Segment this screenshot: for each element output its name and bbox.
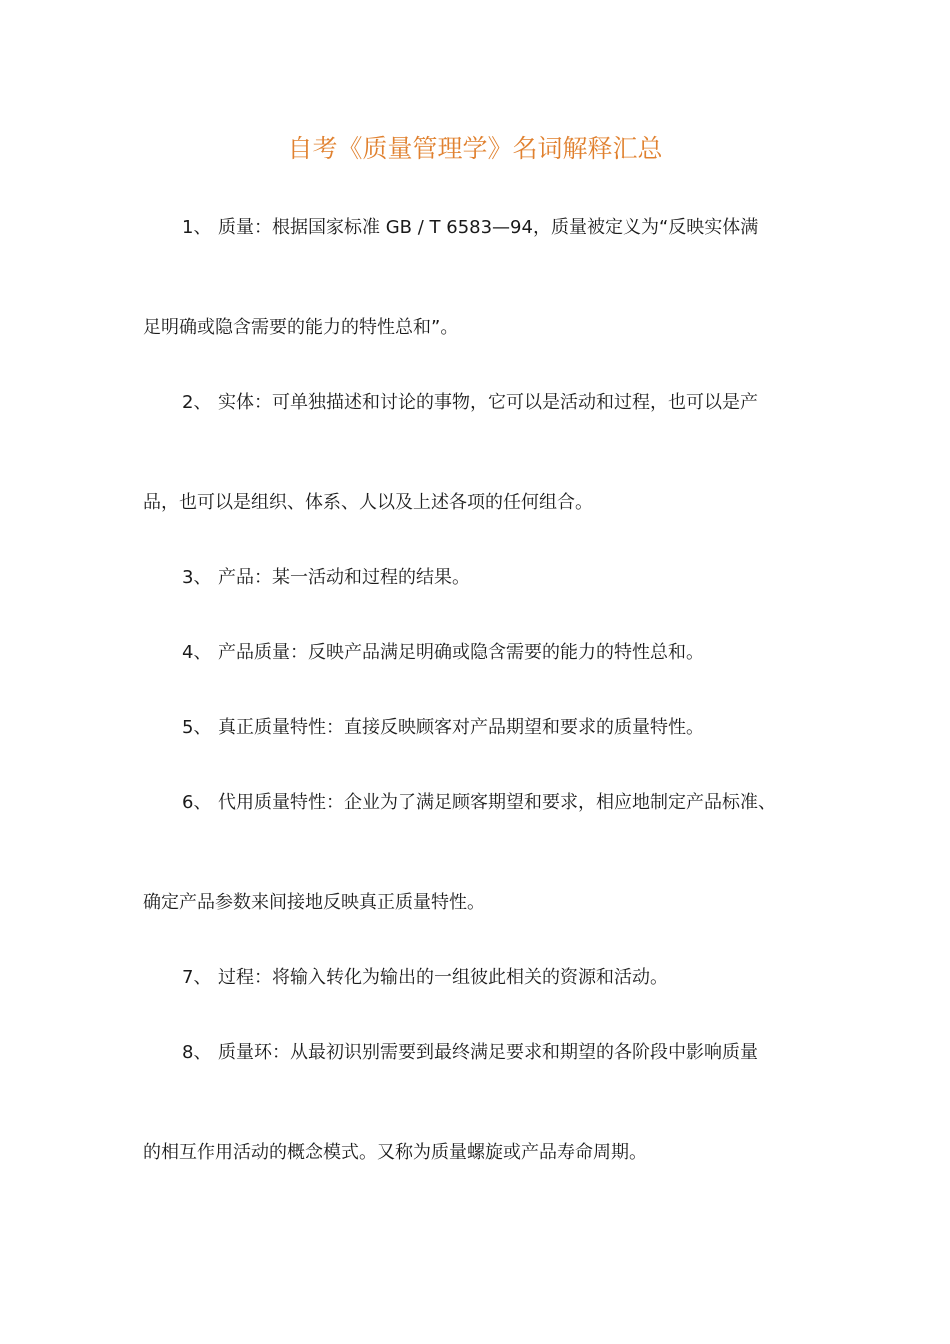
entry-number: 8、 xyxy=(182,1042,212,1063)
entry-text: 过程：将输入转化为输出的一组彼此相关的资源和活动。 xyxy=(218,967,668,988)
entry-text: 实体：可单独描述和讨论的事物，它可以是活动和过程，也可以是产 xyxy=(218,392,758,413)
entry-text: 质量环：从最初识别需要到最终满足要求和期望的各阶段中影响质量 xyxy=(218,1042,758,1063)
document-title: 自考《质量管理学》名词解释汇总 xyxy=(287,134,663,163)
entry-number: 7、 xyxy=(182,967,212,988)
entry-7-first-line xyxy=(0,965,950,991)
entry-2-continuation: 品，也可以是组织、体系、人以及上述各项的任何组合。 xyxy=(143,492,593,513)
entry-3-first-line xyxy=(0,565,950,591)
entry-text: 代用质量特性：企业为了满足顾客期望和要求，相应地制定产品标准、 xyxy=(218,792,776,813)
entry-text: 产品：某一活动和过程的结果。 xyxy=(218,567,470,588)
entry-4-first-line xyxy=(0,640,950,666)
entry-number: 3、 xyxy=(182,567,212,588)
entry-1-first-line xyxy=(0,215,950,241)
entry-2-first-line xyxy=(0,390,950,416)
entry-6-continuation: 确定产品参数来间接地反映真正质量特性。 xyxy=(143,892,485,913)
entry-6-first-line xyxy=(0,790,950,816)
entry-1-continuation: 足明确或隐含需要的能力的特性总和”。 xyxy=(143,317,459,338)
entry-text: 真正质量特性：直接反映顾客对产品期望和要求的质量特性。 xyxy=(218,717,704,738)
entry-8-continuation: 的相互作用活动的概念模式。又称为质量螺旋或产品寿命周期。 xyxy=(143,1142,647,1163)
entry-8-first-line xyxy=(0,1040,950,1066)
entry-number: 2、 xyxy=(182,392,212,413)
entry-5-first-line xyxy=(0,715,950,741)
entry-number: 1、 xyxy=(182,217,212,238)
entry-number: 6、 xyxy=(182,792,212,813)
entry-text: 质量：根据国家标准 GB / T 6583—94，质量被定义为“反映实体满 xyxy=(218,217,759,238)
entry-text: 产品质量：反映产品满足明确或隐含需要的能力的特性总和。 xyxy=(218,642,704,663)
entry-number: 5、 xyxy=(182,717,212,738)
entry-number: 4、 xyxy=(182,642,212,663)
